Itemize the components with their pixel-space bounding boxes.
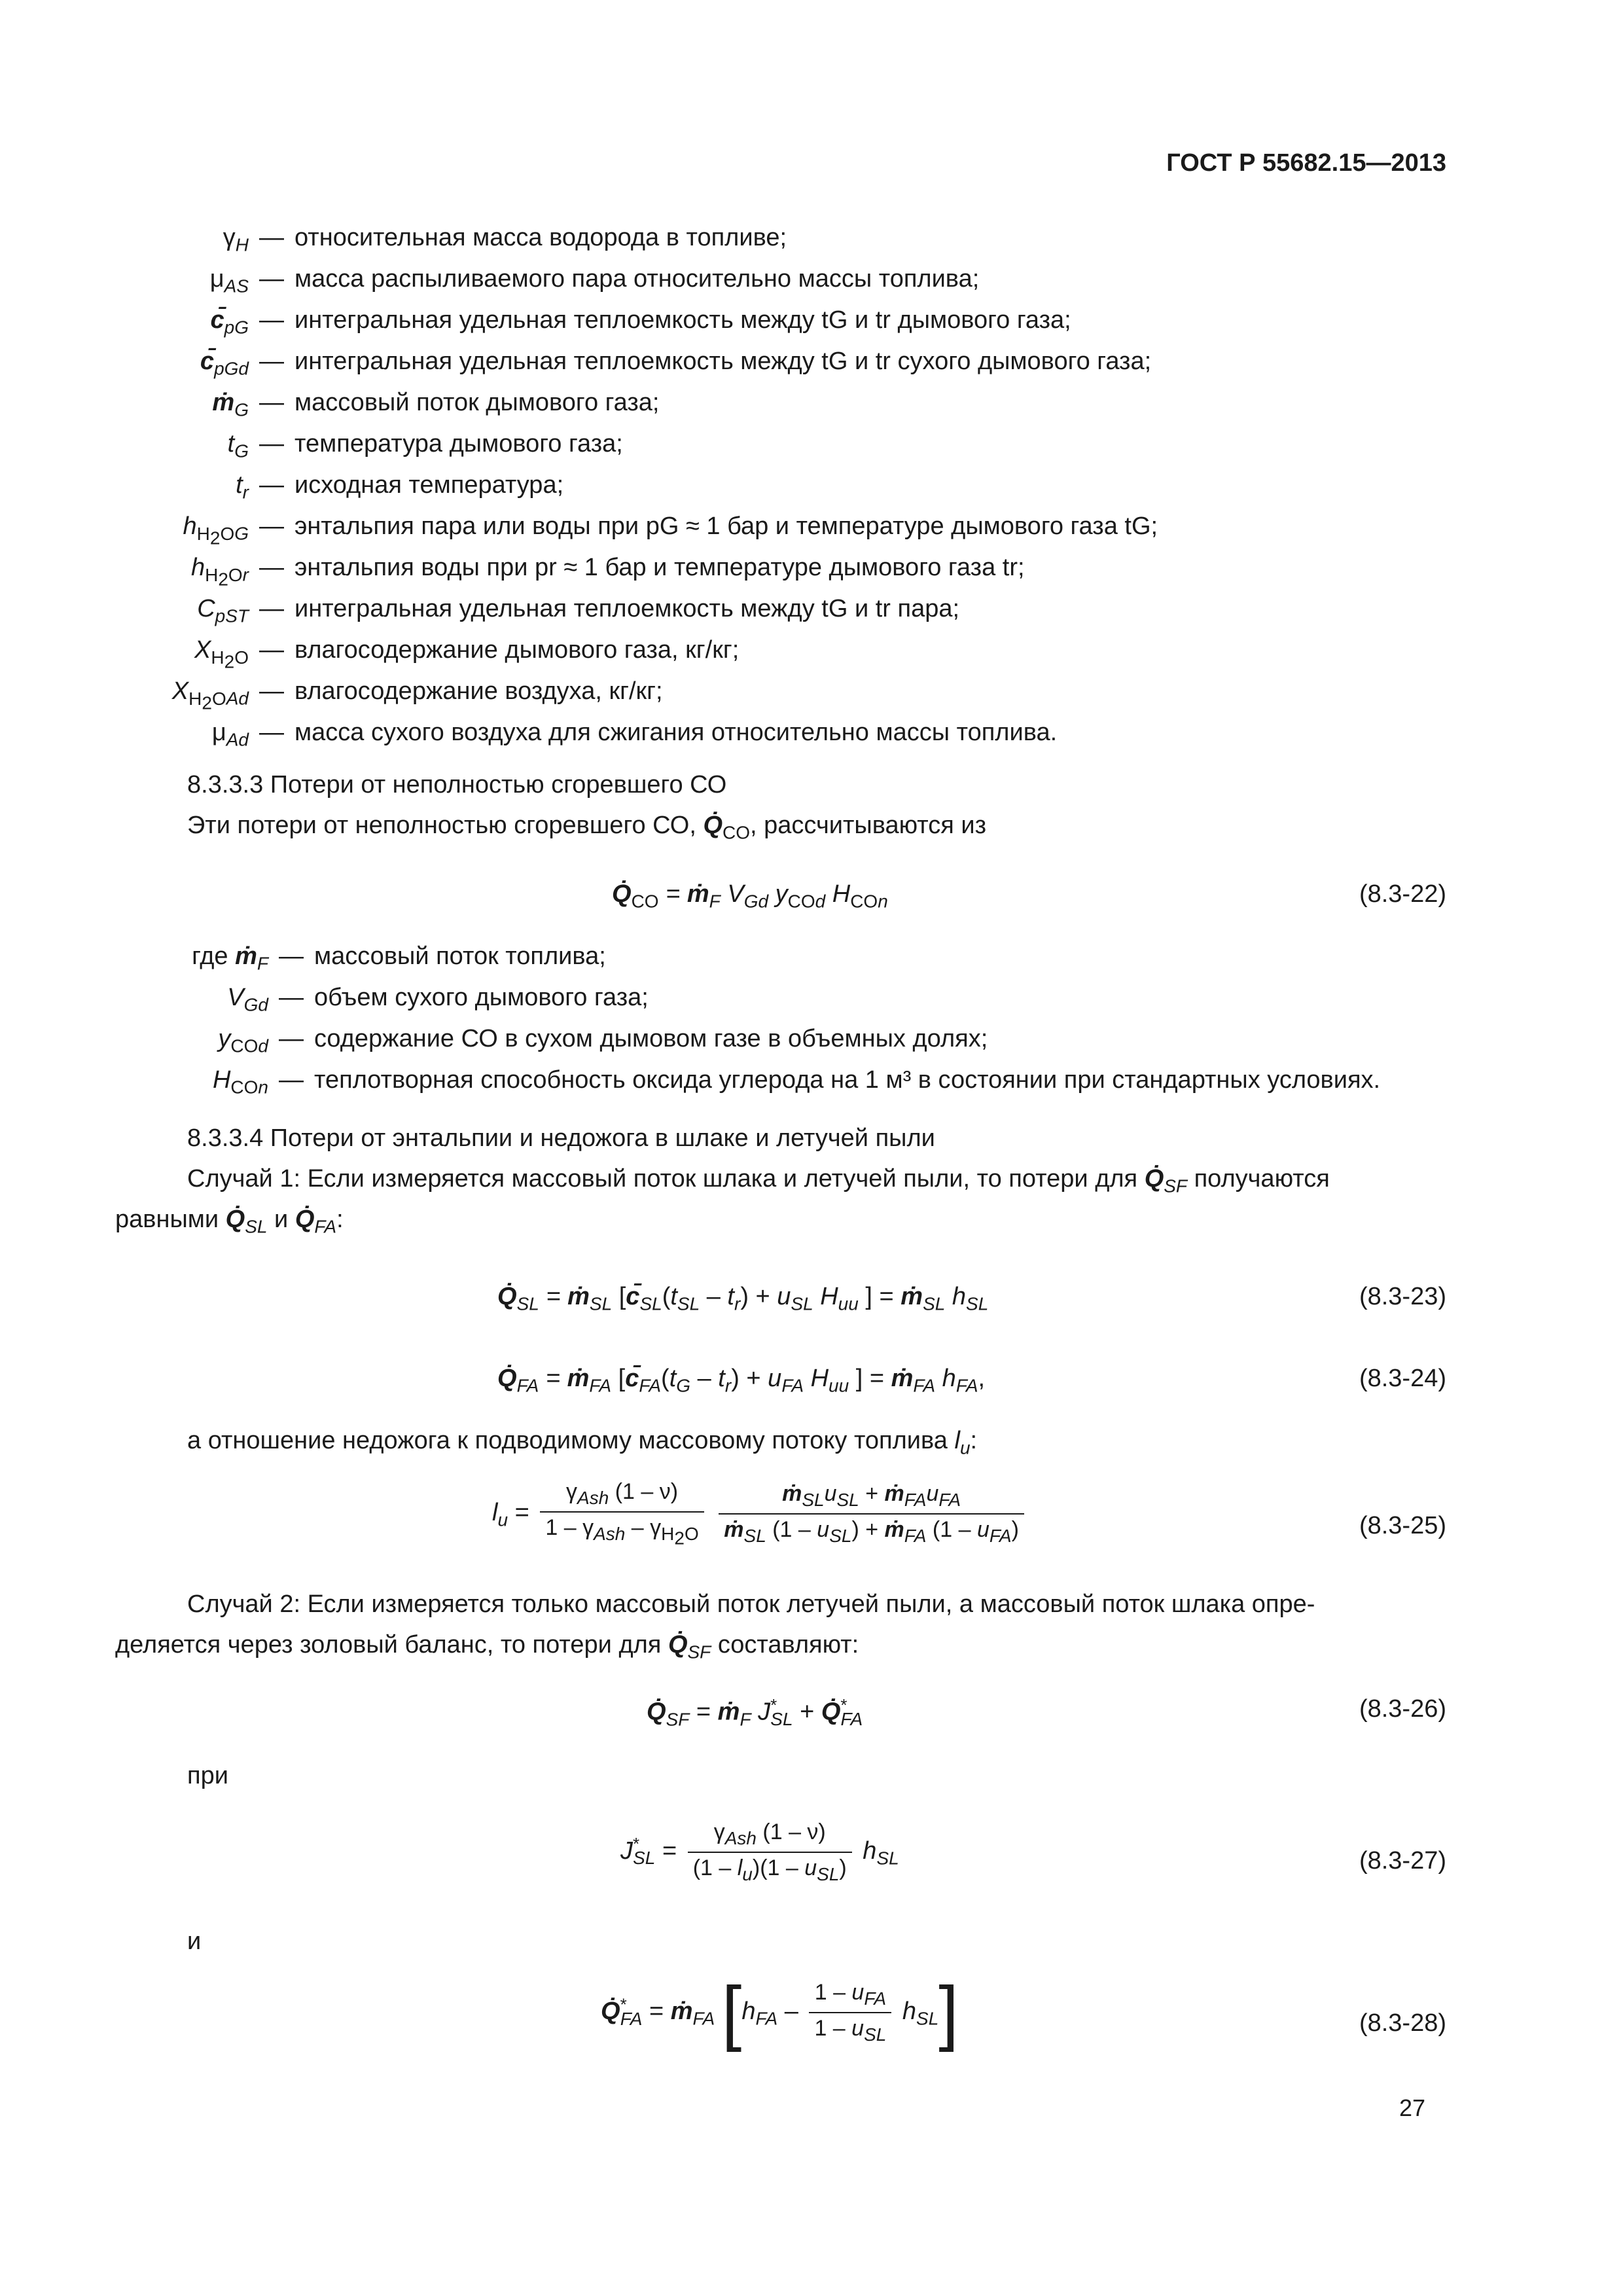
equation: $Q̇_{FA}$ = ṁ$_{FA}$ [$c̄_{FA}(t_G - t_r) + u_{FA}$ $H_{uu}$ ] = ṁ$_{FA}$ $h_{FA}$,	[497, 1365, 986, 1396]
definition-text: масса распыливаемого пара относительно массы топлива;	[294, 265, 980, 293]
definition-symbol: $V_{Gd}$	[227, 984, 268, 1015]
definition-text: энтальпия пара или воды при pG ≈ 1 бар и температуре дымового газа tG;	[294, 512, 1158, 540]
definition-row: $t_r$ — исходная температура;	[105, 471, 1479, 512]
paragraph: а отношение недожога к подводимому массовому потоку топлива $l_u$:	[187, 1427, 978, 1458]
definition-text: влагосодержание дымового газа, кг/кг;	[294, 636, 740, 664]
paragraph: при	[187, 1762, 228, 1789]
paragraph: и	[187, 1928, 202, 1955]
standard-header: ГОСТ Р 55682.15—2013	[1166, 149, 1446, 177]
equation: $Q̇_{CO}$ = ṁ$_F$ $V_{Gd}$ $y_{COd}$ $H_{COn}$	[612, 880, 888, 912]
definition-row: $y_{COd}$ — содержание СО в сухом дымовом газе в объемных долях;	[115, 1025, 1489, 1066]
definition-text: относительная масса водорода в топливе;	[294, 224, 787, 251]
definition-row: $h_{H_2OG}$ — энтальпия пара или воды при pG ≈ 1 бар и температуре дымового газа tG;	[105, 512, 1479, 554]
section-heading: 8.3.3.3 Потери от неполностью сгоревшего СО	[187, 771, 727, 798]
definitions-list	[105, 224, 1479, 760]
definition-symbol: $h_{H_2Or}$	[190, 554, 249, 590]
equation-number: (8.3-27)	[1359, 1847, 1446, 1874]
definition-text: массовый поток дымового газа;	[294, 389, 660, 416]
definition-symbol: $\mu_{Ad}$	[211, 719, 249, 750]
paragraph: равными $Q̇_{SL}$ и $Q̇_{FA}$:	[115, 1206, 344, 1237]
definition-symbol: $c̄_{pG}$	[210, 306, 249, 338]
definition-symbol: $c̄_{pGd}$	[200, 348, 249, 379]
equation: $Q̇_{SF}$ = ṁ$_F$ $J^*_{SL}$ + $Q̇^*_{FA}$	[647, 1695, 863, 1730]
definition-symbol: $C_{pST}$	[197, 595, 249, 626]
equation-number: (8.3-23)	[1359, 1283, 1446, 1310]
definition-symbol: $h_{H_2OG}$	[183, 512, 249, 548]
definition-text: энтальпия воды при pr ≈ 1 бар и температуре дымового газа tr;	[294, 554, 1025, 581]
definition-text: объем сухого дымового газа;	[314, 984, 649, 1011]
definition-row: $c̄_{pGd}$ — интегральная удельная теплоемкость между tG и tr сухого дымового газа;	[105, 348, 1479, 389]
equation-number: (8.3-25)	[1359, 1512, 1446, 1539]
definition-row: $V_{Gd}$ — объем сухого дымового газа;	[115, 984, 1489, 1025]
equation-number: (8.3-24)	[1359, 1365, 1446, 1392]
paragraph: деляется через золовый баланс, то потери для $Q̇_{SF}$ составляют:	[115, 1631, 859, 1662]
definition-text: исходная температура;	[294, 471, 564, 499]
definition-row: где ṁ$_F$ — массовый поток топлива;	[115, 942, 1489, 984]
definition-row: $\mu_{AS}$ — масса распыливаемого пара относительно массы топлива;	[105, 265, 1479, 306]
definition-text: влагосодержание воздуха, кг/кг;	[294, 677, 663, 705]
definition-symbol: $t_r$	[236, 471, 249, 503]
definition-symbol: $y_{COd}$	[218, 1025, 268, 1056]
paragraph: Случай 1: Если измеряется массовый поток шлака и летучей пыли, то потери для $Q̇_{SF}$ получаются	[187, 1165, 1330, 1196]
definition-text: содержание СО в сухом дымовом газе в объемных долях;	[314, 1025, 988, 1052]
definition-symbol: $\gamma_H$	[223, 224, 249, 255]
definition-symbol: $\mu_{AS}$	[209, 265, 249, 296]
definition-symbol: ṁ$_G$	[212, 389, 249, 420]
equation-number: (8.3-26)	[1359, 1695, 1446, 1723]
paragraph: Эти потери от неполностью сгоревшего СО, $Q̇_{CO}$, рассчитываются из	[187, 812, 987, 843]
definition-row: $X_{H_2OAd}$ — влагосодержание воздуха, кг/кг;	[105, 677, 1479, 719]
definition-row: $t_G$ — температура дымового газа;	[105, 430, 1479, 471]
definition-symbol: $X_{H_2O}$	[194, 636, 249, 672]
definition-symbol: $t_G$	[227, 430, 249, 461]
definition-row: $h_{H_2Or}$ — энтальпия воды при pr ≈ 1 бар и температуре дымового газа tr;	[105, 554, 1479, 595]
definition-text: теплотворная способность оксида углерода на 1 м³ в состоянии при стандартных условиях.	[314, 1066, 1381, 1094]
equation: $l_u$ = $\frac{\gamma_{Ash} (1 - \nu)}{1 - \gamma_{Ash} - \gamma_{H_2O}}$ $\frac{ṁ_{SL}u_{SL} + ṁ_{FA}u_{FA}}{ṁ_{SL} (1 - u_{SL}) + ṁ_{FA} (1 - u_{FA})}$	[492, 1479, 1028, 1549]
equation: $Q̇^*_{FA}$ = ṁ$_{FA}$ [$h_{FA}$ – $\frac{1 - u_{FA}}{1 - u_{SL}}$ $h_{SL}$]	[601, 1972, 959, 2053]
definition-row: $c̄_{pG}$ — интегральная удельная теплоемкость между tG и tr дымового газа;	[105, 306, 1479, 348]
definition-row: $H_{COn}$ — теплотворная способность оксида углерода на 1 м³ в состоянии при стандартных условиях.	[115, 1066, 1489, 1107]
definition-text: массовый поток топлива;	[314, 942, 606, 970]
equation-number: (8.3-28)	[1359, 2009, 1446, 2037]
definition-row: $X_{H_2O}$ — влагосодержание дымового газа, кг/кг;	[105, 636, 1479, 677]
equation: $Q̇_{SL}$ = ṁ$_{SL}$ [$c̄_{SL}(t_{SL} - t_r) + u_{SL}$ $H_{uu}$ ] = ṁ$_{SL}$ $h_{SL}$	[497, 1283, 989, 1314]
definition-symbol: $H_{COn}$	[212, 1066, 268, 1098]
definition-text: интегральная удельная теплоемкость между tG и tr сухого дымового газа;	[294, 348, 1152, 375]
section-heading: 8.3.3.4 Потери от энтальпии и недожога в шлаке и летучей пыли	[187, 1124, 935, 1152]
equation: $J^*_{SL}$ = $\frac{\gamma_{Ash} (1 - \nu)}{(1 - l_u)(1 - u_{SL})}$ $h_{SL}$	[620, 1820, 899, 1884]
definition-text: температура дымового газа;	[294, 430, 623, 457]
equation-number: (8.3-22)	[1359, 880, 1446, 908]
definition-symbol: $X_{H_2OAd}$	[171, 677, 249, 713]
definition-text: интегральная удельная теплоемкость между tG и tr дымового газа;	[294, 306, 1071, 334]
paragraph: Случай 2: Если измеряется только массовый поток летучей пыли, а массовый поток шлака опре-	[187, 1590, 1315, 1618]
definition-row: $C_{pST}$ — интегральная удельная теплоемкость между tG и tr пара;	[105, 595, 1479, 636]
definition-text: масса сухого воздуха для сжигания относительно массы топлива.	[294, 719, 1058, 746]
definition-row: $\mu_{Ad}$ — масса сухого воздуха для сжигания относительно массы топлива.	[105, 719, 1479, 760]
definition-symbol: где ṁ$_F$	[192, 942, 268, 974]
page-number: 27	[1399, 2094, 1425, 2121]
definitions-list	[115, 942, 1489, 1107]
definition-row: ṁ$_G$ — массовый поток дымового газа;	[105, 389, 1479, 430]
definition-text: интегральная удельная теплоемкость между tG и tr пара;	[294, 595, 960, 622]
definition-row: $\gamma_H$ — относительная масса водорода в топливе;	[105, 224, 1479, 265]
